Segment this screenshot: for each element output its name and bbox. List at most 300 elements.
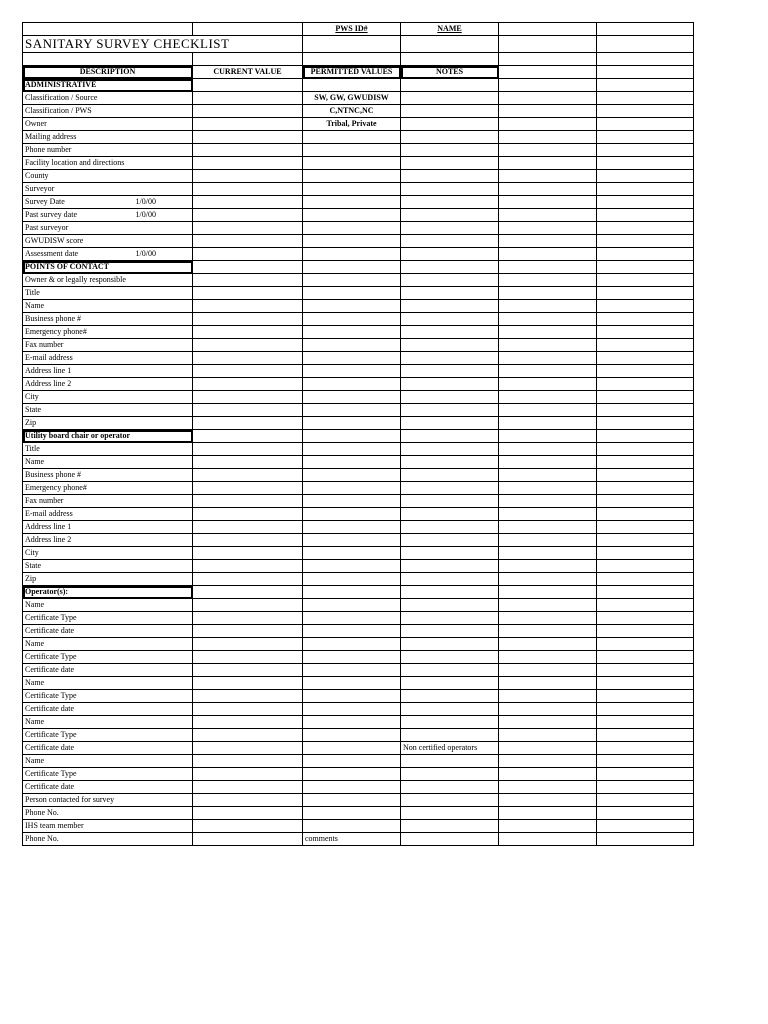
current-value-cell[interactable]: [193, 235, 303, 248]
notes-cell[interactable]: [401, 313, 499, 326]
permitted-values-cell[interactable]: [303, 326, 401, 339]
notes-cell[interactable]: [401, 144, 499, 157]
permitted-values-cell[interactable]: [303, 521, 401, 534]
cell[interactable]: [499, 170, 597, 183]
cell[interactable]: [499, 443, 597, 456]
cell[interactable]: [499, 547, 597, 560]
cell[interactable]: [499, 690, 597, 703]
cell[interactable]: [597, 313, 694, 326]
notes-cell[interactable]: [401, 469, 499, 482]
current-value-cell[interactable]: [193, 105, 303, 118]
current-value-cell[interactable]: [193, 599, 303, 612]
notes-cell[interactable]: [401, 300, 499, 313]
cell[interactable]: [597, 36, 694, 53]
notes-cell[interactable]: [401, 131, 499, 144]
cell[interactable]: [499, 573, 597, 586]
cell[interactable]: [499, 105, 597, 118]
current-value-cell[interactable]: [193, 339, 303, 352]
cell[interactable]: [597, 274, 694, 287]
cell[interactable]: [597, 222, 694, 235]
notes-cell[interactable]: [401, 508, 499, 521]
cell[interactable]: [597, 482, 694, 495]
cell[interactable]: [597, 430, 694, 443]
permitted-values-cell[interactable]: [303, 690, 401, 703]
current-value-cell[interactable]: [193, 300, 303, 313]
notes-cell[interactable]: [401, 196, 499, 209]
cell[interactable]: [303, 53, 401, 66]
cell[interactable]: [597, 573, 694, 586]
notes-cell[interactable]: [401, 352, 499, 365]
cell[interactable]: [499, 235, 597, 248]
notes-cell[interactable]: [401, 547, 499, 560]
current-value-cell[interactable]: [193, 703, 303, 716]
cell[interactable]: [597, 547, 694, 560]
cell[interactable]: [499, 456, 597, 469]
permitted-values-cell[interactable]: [303, 677, 401, 690]
cell[interactable]: [597, 456, 694, 469]
notes-cell[interactable]: [401, 339, 499, 352]
current-value-cell[interactable]: [193, 651, 303, 664]
cell[interactable]: [597, 833, 694, 846]
permitted-values-cell[interactable]: [303, 625, 401, 638]
notes-cell[interactable]: Non certified operators: [401, 742, 499, 755]
cell[interactable]: [597, 534, 694, 547]
cell[interactable]: [597, 638, 694, 651]
current-value-cell[interactable]: [193, 222, 303, 235]
permitted-values-cell[interactable]: [303, 599, 401, 612]
cell[interactable]: [597, 79, 694, 92]
notes-cell[interactable]: [401, 495, 499, 508]
current-value-cell[interactable]: [193, 612, 303, 625]
cell[interactable]: [597, 599, 694, 612]
current-value-cell[interactable]: [193, 781, 303, 794]
name-value[interactable]: [401, 36, 499, 53]
permitted-values-cell[interactable]: [303, 222, 401, 235]
notes-cell[interactable]: [401, 378, 499, 391]
current-value-cell[interactable]: [193, 443, 303, 456]
cell[interactable]: [597, 235, 694, 248]
notes-cell[interactable]: [401, 443, 499, 456]
permitted-values-cell[interactable]: [303, 820, 401, 833]
cell[interactable]: [499, 131, 597, 144]
cell[interactable]: [597, 391, 694, 404]
current-value-cell[interactable]: [193, 378, 303, 391]
cell[interactable]: [597, 417, 694, 430]
cell[interactable]: [499, 612, 597, 625]
current-value-cell[interactable]: [193, 131, 303, 144]
cell[interactable]: [499, 92, 597, 105]
cell[interactable]: [597, 157, 694, 170]
permitted-values-cell[interactable]: [303, 716, 401, 729]
current-value-cell[interactable]: [193, 430, 303, 443]
cell[interactable]: [499, 157, 597, 170]
current-value-cell[interactable]: [193, 586, 303, 599]
permitted-values-cell[interactable]: [303, 547, 401, 560]
cell[interactable]: [499, 118, 597, 131]
current-value-cell[interactable]: [193, 508, 303, 521]
cell[interactable]: [597, 404, 694, 417]
cell[interactable]: [597, 742, 694, 755]
permitted-values-cell[interactable]: [303, 443, 401, 456]
cell[interactable]: [597, 807, 694, 820]
permitted-values-cell[interactable]: [303, 261, 401, 274]
current-value-cell[interactable]: [193, 547, 303, 560]
permitted-values-cell[interactable]: [303, 612, 401, 625]
current-value-cell[interactable]: [193, 690, 303, 703]
permitted-values-cell[interactable]: [303, 482, 401, 495]
current-value-cell[interactable]: [193, 768, 303, 781]
cell[interactable]: [499, 560, 597, 573]
cell[interactable]: [597, 664, 694, 677]
cell[interactable]: [597, 53, 694, 66]
cell[interactable]: [499, 638, 597, 651]
cell[interactable]: [499, 352, 597, 365]
cell[interactable]: [499, 144, 597, 157]
cell[interactable]: [597, 183, 694, 196]
permitted-values-cell[interactable]: [303, 534, 401, 547]
notes-cell[interactable]: [401, 261, 499, 274]
permitted-values-cell[interactable]: [303, 209, 401, 222]
notes-cell[interactable]: [401, 664, 499, 677]
notes-cell[interactable]: [401, 729, 499, 742]
cell[interactable]: [499, 677, 597, 690]
cell[interactable]: [597, 23, 694, 36]
cell[interactable]: [499, 391, 597, 404]
notes-cell[interactable]: [401, 92, 499, 105]
cell[interactable]: [499, 79, 597, 92]
notes-cell[interactable]: [401, 781, 499, 794]
permitted-values-cell[interactable]: [303, 430, 401, 443]
current-value-cell[interactable]: [193, 248, 303, 261]
permitted-values-cell[interactable]: [303, 768, 401, 781]
cell[interactable]: [597, 677, 694, 690]
current-value-cell[interactable]: [193, 469, 303, 482]
notes-cell[interactable]: [401, 235, 499, 248]
cell[interactable]: [499, 196, 597, 209]
cell[interactable]: [597, 261, 694, 274]
cell[interactable]: [499, 599, 597, 612]
cell[interactable]: [499, 222, 597, 235]
current-value-cell[interactable]: [193, 521, 303, 534]
cell[interactable]: [597, 729, 694, 742]
cell[interactable]: [499, 248, 597, 261]
cell[interactable]: [597, 170, 694, 183]
current-value-cell[interactable]: [193, 170, 303, 183]
cell[interactable]: [499, 378, 597, 391]
notes-cell[interactable]: [401, 274, 499, 287]
permitted-values-cell[interactable]: Tribal, Private: [303, 118, 401, 131]
cell[interactable]: [499, 274, 597, 287]
cell[interactable]: [499, 495, 597, 508]
permitted-values-cell[interactable]: [303, 807, 401, 820]
current-value-cell[interactable]: [193, 326, 303, 339]
permitted-values-cell[interactable]: [303, 508, 401, 521]
current-value-cell[interactable]: [193, 287, 303, 300]
cell[interactable]: [597, 105, 694, 118]
notes-cell[interactable]: [401, 365, 499, 378]
permitted-values-cell[interactable]: [303, 300, 401, 313]
cell[interactable]: [499, 716, 597, 729]
current-value-cell[interactable]: [193, 794, 303, 807]
cell[interactable]: [193, 53, 303, 66]
permitted-values-cell[interactable]: [303, 560, 401, 573]
current-value-cell[interactable]: [193, 196, 303, 209]
cell[interactable]: [499, 755, 597, 768]
notes-cell[interactable]: [401, 586, 499, 599]
permitted-values-cell[interactable]: C,NTNC,NC: [303, 105, 401, 118]
cell[interactable]: [597, 352, 694, 365]
current-value-cell[interactable]: [193, 534, 303, 547]
notes-cell[interactable]: [401, 638, 499, 651]
current-value-cell[interactable]: [193, 417, 303, 430]
cell[interactable]: [597, 339, 694, 352]
permitted-values-cell[interactable]: SW, GW, GWUDISW: [303, 92, 401, 105]
permitted-values-cell[interactable]: [303, 664, 401, 677]
cell[interactable]: [499, 807, 597, 820]
cell[interactable]: [597, 287, 694, 300]
current-value-cell[interactable]: [193, 625, 303, 638]
permitted-values-cell[interactable]: [303, 742, 401, 755]
current-value-cell[interactable]: [193, 209, 303, 222]
cell[interactable]: [597, 92, 694, 105]
cell[interactable]: [597, 144, 694, 157]
cell[interactable]: [499, 664, 597, 677]
notes-cell[interactable]: [401, 599, 499, 612]
cell[interactable]: [597, 820, 694, 833]
cell[interactable]: [499, 469, 597, 482]
current-value-cell[interactable]: [193, 313, 303, 326]
permitted-values-cell[interactable]: [303, 287, 401, 300]
notes-cell[interactable]: [401, 794, 499, 807]
cell[interactable]: [499, 36, 597, 53]
notes-cell[interactable]: [401, 209, 499, 222]
notes-cell[interactable]: [401, 79, 499, 92]
cell[interactable]: [597, 508, 694, 521]
permitted-values-cell[interactable]: [303, 235, 401, 248]
current-value-cell[interactable]: [193, 560, 303, 573]
notes-cell[interactable]: [401, 534, 499, 547]
cell[interactable]: [597, 781, 694, 794]
notes-cell[interactable]: [401, 118, 499, 131]
current-value-cell[interactable]: [193, 677, 303, 690]
current-value-cell[interactable]: [193, 183, 303, 196]
notes-cell[interactable]: [401, 326, 499, 339]
permitted-values-cell[interactable]: [303, 573, 401, 586]
notes-cell[interactable]: [401, 625, 499, 638]
current-value-cell[interactable]: [193, 495, 303, 508]
notes-cell[interactable]: [401, 651, 499, 664]
cell[interactable]: [499, 651, 597, 664]
current-value-cell[interactable]: [193, 404, 303, 417]
cell[interactable]: [499, 404, 597, 417]
permitted-values-cell[interactable]: [303, 729, 401, 742]
permitted-values-cell[interactable]: [303, 378, 401, 391]
cell[interactable]: [499, 521, 597, 534]
notes-cell[interactable]: [401, 833, 499, 846]
cell[interactable]: [597, 716, 694, 729]
cell[interactable]: [597, 755, 694, 768]
cell[interactable]: [597, 560, 694, 573]
cell[interactable]: [597, 768, 694, 781]
current-value-cell[interactable]: [193, 365, 303, 378]
current-value-cell[interactable]: [193, 92, 303, 105]
permitted-values-cell[interactable]: [303, 248, 401, 261]
notes-cell[interactable]: [401, 482, 499, 495]
current-value-cell[interactable]: [193, 482, 303, 495]
permitted-values-cell[interactable]: [303, 703, 401, 716]
notes-cell[interactable]: [401, 703, 499, 716]
permitted-values-cell[interactable]: [303, 781, 401, 794]
notes-cell[interactable]: [401, 183, 499, 196]
notes-cell[interactable]: [401, 690, 499, 703]
permitted-values-cell[interactable]: [303, 391, 401, 404]
permitted-values-cell[interactable]: [303, 495, 401, 508]
cell[interactable]: [597, 651, 694, 664]
notes-cell[interactable]: [401, 716, 499, 729]
cell[interactable]: [597, 469, 694, 482]
cell[interactable]: [401, 53, 499, 66]
current-value-cell[interactable]: [193, 664, 303, 677]
cell[interactable]: [193, 23, 303, 36]
notes-cell[interactable]: [401, 417, 499, 430]
cell[interactable]: [499, 313, 597, 326]
current-value-cell[interactable]: [193, 833, 303, 846]
current-value-cell[interactable]: [193, 742, 303, 755]
notes-cell[interactable]: [401, 768, 499, 781]
cell[interactable]: [499, 417, 597, 430]
notes-cell[interactable]: [401, 430, 499, 443]
pws-id-value[interactable]: [303, 36, 401, 53]
permitted-values-cell[interactable]: [303, 794, 401, 807]
cell[interactable]: [499, 287, 597, 300]
permitted-values-cell[interactable]: [303, 651, 401, 664]
cell[interactable]: [499, 300, 597, 313]
current-value-cell[interactable]: [193, 157, 303, 170]
notes-cell[interactable]: [401, 287, 499, 300]
current-value-cell[interactable]: [193, 573, 303, 586]
permitted-values-cell[interactable]: [303, 183, 401, 196]
current-value-cell[interactable]: [193, 352, 303, 365]
cell[interactable]: [597, 378, 694, 391]
notes-cell[interactable]: [401, 391, 499, 404]
cell[interactable]: [597, 209, 694, 222]
current-value-cell[interactable]: [193, 807, 303, 820]
cell[interactable]: [597, 703, 694, 716]
notes-cell[interactable]: [401, 222, 499, 235]
permitted-values-cell[interactable]: comments: [303, 833, 401, 846]
permitted-values-cell[interactable]: [303, 79, 401, 92]
current-value-cell[interactable]: [193, 729, 303, 742]
cell[interactable]: [597, 794, 694, 807]
notes-cell[interactable]: [401, 755, 499, 768]
cell[interactable]: [499, 365, 597, 378]
current-value-cell[interactable]: [193, 820, 303, 833]
cell[interactable]: [597, 326, 694, 339]
permitted-values-cell[interactable]: [303, 469, 401, 482]
current-value-cell[interactable]: [193, 391, 303, 404]
cell[interactable]: [597, 690, 694, 703]
cell[interactable]: [499, 53, 597, 66]
cell[interactable]: [597, 443, 694, 456]
cell[interactable]: [499, 586, 597, 599]
current-value-cell[interactable]: [193, 274, 303, 287]
permitted-values-cell[interactable]: [303, 313, 401, 326]
cell[interactable]: [499, 261, 597, 274]
cell[interactable]: [499, 703, 597, 716]
current-value-cell[interactable]: [193, 755, 303, 768]
cell[interactable]: [499, 729, 597, 742]
permitted-values-cell[interactable]: [303, 157, 401, 170]
cell[interactable]: [597, 196, 694, 209]
permitted-values-cell[interactable]: [303, 144, 401, 157]
notes-cell[interactable]: [401, 820, 499, 833]
notes-cell[interactable]: [401, 612, 499, 625]
permitted-values-cell[interactable]: [303, 755, 401, 768]
cell[interactable]: [597, 365, 694, 378]
cell[interactable]: [597, 248, 694, 261]
notes-cell[interactable]: [401, 521, 499, 534]
permitted-values-cell[interactable]: [303, 196, 401, 209]
cell[interactable]: [499, 326, 597, 339]
cell[interactable]: [499, 339, 597, 352]
current-value-cell[interactable]: [193, 144, 303, 157]
cell[interactable]: [499, 209, 597, 222]
cell[interactable]: [597, 612, 694, 625]
cell[interactable]: [597, 300, 694, 313]
notes-cell[interactable]: [401, 157, 499, 170]
cell[interactable]: [499, 820, 597, 833]
cell[interactable]: [597, 495, 694, 508]
permitted-values-cell[interactable]: [303, 170, 401, 183]
notes-cell[interactable]: [401, 404, 499, 417]
notes-cell[interactable]: [401, 560, 499, 573]
permitted-values-cell[interactable]: [303, 274, 401, 287]
notes-cell[interactable]: [401, 248, 499, 261]
cell[interactable]: [597, 586, 694, 599]
cell[interactable]: [499, 482, 597, 495]
cell[interactable]: [23, 23, 193, 36]
cell[interactable]: [597, 521, 694, 534]
permitted-values-cell[interactable]: [303, 352, 401, 365]
cell[interactable]: [499, 66, 597, 79]
cell[interactable]: [23, 53, 193, 66]
current-value-cell[interactable]: [193, 79, 303, 92]
cell[interactable]: [499, 794, 597, 807]
cell[interactable]: [499, 508, 597, 521]
cell[interactable]: [499, 23, 597, 36]
notes-cell[interactable]: [401, 170, 499, 183]
cell[interactable]: [499, 430, 597, 443]
cell[interactable]: [499, 742, 597, 755]
permitted-values-cell[interactable]: [303, 586, 401, 599]
current-value-cell[interactable]: [193, 638, 303, 651]
notes-cell[interactable]: [401, 677, 499, 690]
cell[interactable]: [597, 131, 694, 144]
permitted-values-cell[interactable]: [303, 456, 401, 469]
permitted-values-cell[interactable]: [303, 417, 401, 430]
notes-cell[interactable]: [401, 456, 499, 469]
cell[interactable]: [499, 781, 597, 794]
cell[interactable]: [597, 66, 694, 79]
permitted-values-cell[interactable]: [303, 339, 401, 352]
cell[interactable]: [499, 183, 597, 196]
permitted-values-cell[interactable]: [303, 365, 401, 378]
permitted-values-cell[interactable]: [303, 404, 401, 417]
cell[interactable]: [499, 833, 597, 846]
current-value-cell[interactable]: [193, 456, 303, 469]
notes-cell[interactable]: [401, 573, 499, 586]
current-value-cell[interactable]: [193, 118, 303, 131]
